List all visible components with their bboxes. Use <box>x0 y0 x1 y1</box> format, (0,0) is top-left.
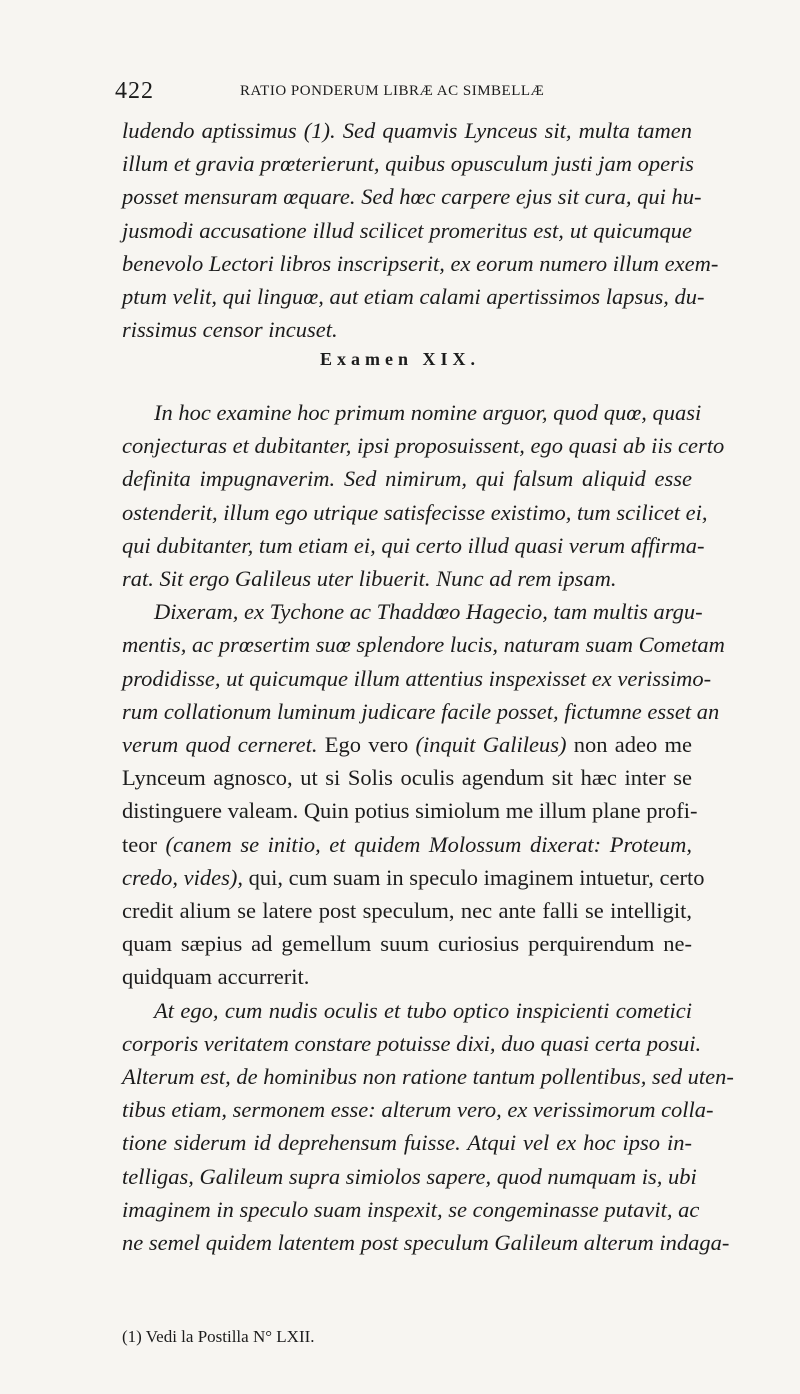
paragraph-examen <box>122 396 734 1259</box>
text-line: At ego, cum nudis oculis et tubo optico inspicienti cometici <box>154 997 692 1023</box>
text-line: Dixeram, ex Tychone ac Thaddœo Hagecio, tam multis argu- <box>154 599 703 625</box>
text-line: mentis, ac prœsertim suœ splendore lucis, naturam suam Cometam <box>122 632 725 658</box>
text-line: qui dubitanter, tum etiam ei, qui certo illud quasi verum affirma- <box>122 532 705 558</box>
text-line: Alterum est, de hominibus non ratione tantum pollentibus, sed uten- <box>122 1064 734 1090</box>
text-line: ne semel quidem latentem post speculum Galileum alterum indaga- <box>122 1230 730 1256</box>
text-line: posset mensuram œquare. Sed hœc carpere ejus sit cura, qui hu- <box>122 184 702 210</box>
text-line: rissimus censor incuset. <box>122 317 338 343</box>
text-line: ludendo aptissimus (1). Sed quamvis Lynceus sit, multa tamen <box>122 118 692 143</box>
text-line: jusmodi accusatione illud scilicet promeritus est, ut quicumque <box>122 217 692 243</box>
text-line: benevolo Lectori libros inscripserit, ex eorum numero illum exem- <box>122 250 719 276</box>
footnote: (1) Vedi la Postilla N° LXII. <box>122 1327 315 1346</box>
text-line: teor (canem se initio, et quidem Molossum dixerat: Proteum, <box>122 831 692 857</box>
text-line: ptum velit, qui linguœ, aut etiam calami apertissimos lapsus, du- <box>122 284 705 310</box>
text-line: telligas, Galileum supra simiolos sapere, quod numquam is, ubi <box>122 1163 697 1189</box>
text-line: verum quod cerneret. Ego vero (inquit Galileus) non adeo me <box>122 732 693 758</box>
text-line: quidquam accurrerit. <box>122 964 310 990</box>
text-line: illum et gravia prœterierunt, quibus opusculum justi jam operis <box>122 151 694 177</box>
text-line: conjecturas et dubitanter, ipsi proposuissent, ego quasi ab iis certo <box>122 433 725 459</box>
text-line: definita impugnaverim. Sed nimirum, qui falsum aliquid esse <box>122 466 692 492</box>
text-line: tione siderum id deprehensum fuisse. Atqui vel ex hoc ipso in- <box>122 1130 692 1156</box>
text-line: rat. Sit ergo Galileus uter libuerit. Nunc ad rem ipsam. <box>122 566 617 592</box>
section-heading: Examen XIX. <box>319 349 480 369</box>
text-line: corporis veritatem constare potuisse dixi, duo quasi certa posui. <box>122 1030 702 1056</box>
running-title: RATIO PONDERUM LIBRÆ AC SIMBELLÆ <box>240 83 545 99</box>
text-line: quam sæpius ad gemellum suum curiosius perquirendum ne- <box>122 931 692 957</box>
text-line: In hoc examine hoc primum nomine arguor, quod quœ, quasi <box>154 400 702 425</box>
text-line: ostenderit, illum ego utrique satisfecisse existimo, tum scilicet ei, <box>122 499 708 525</box>
running-head <box>115 78 690 108</box>
text-line: credit alium se latere post speculum, nec ante falli se intelligit, <box>122 898 692 924</box>
text-line: tibus etiam, sermonem esse: alterum vero, ex verissimorum colla- <box>122 1097 714 1123</box>
text-line: Lynceum agnosco, ut si Solis oculis agendum sit hæc inter se <box>122 765 692 791</box>
text-line: distinguere valeam. Quin potius simiolum me illum plane profi- <box>122 798 698 824</box>
text-line: prodidisse, ut quicumque illum attentius inspexisset ex verissimo- <box>122 665 712 691</box>
text-line: credo, vides), qui, cum suam in speculo imaginem intuetur, certo <box>122 864 705 890</box>
page-number: 422 <box>115 78 154 104</box>
text-line: rum collationum luminum judicare facile posset, fictumne esset an <box>122 698 720 724</box>
paragraph-opening <box>122 114 719 346</box>
text-line: imaginem in speculo suam inspexit, se congeminasse putavit, ac <box>122 1196 700 1222</box>
